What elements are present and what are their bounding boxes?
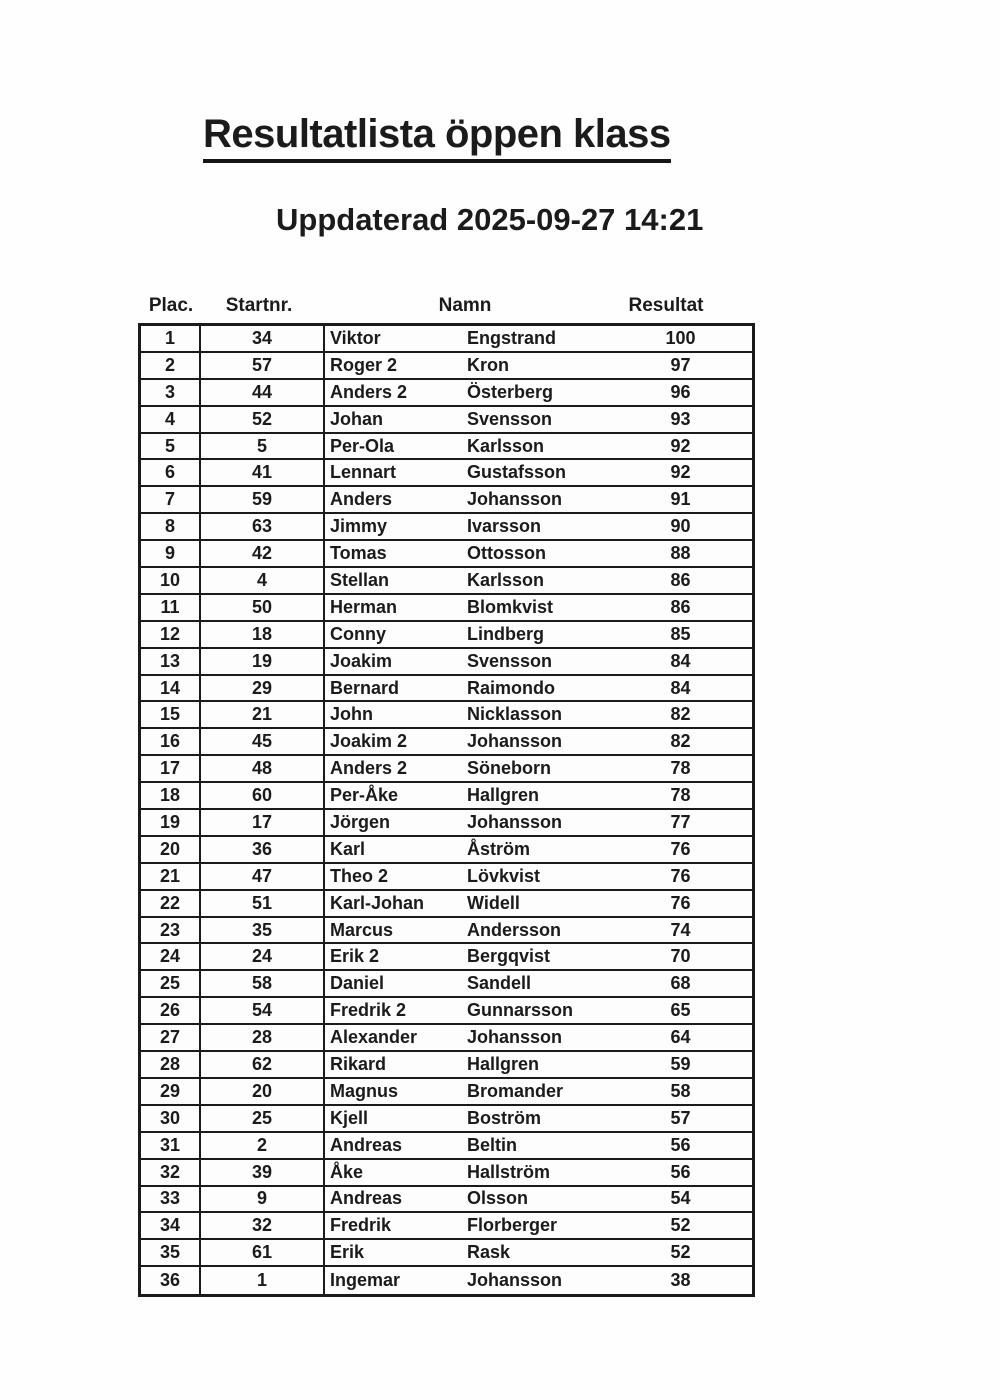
cell-resultat: 88 bbox=[670, 543, 691, 564]
cell-startnr: 51 bbox=[201, 891, 325, 916]
cell-resultat: 96 bbox=[670, 381, 691, 402]
cell-resultat: 82 bbox=[670, 731, 691, 752]
cell-resultat: 58 bbox=[670, 1080, 691, 1101]
table-row bbox=[141, 971, 752, 998]
cell-startnr: 5 bbox=[201, 434, 325, 459]
cell-firstname: Alexander bbox=[330, 1027, 418, 1048]
cell-firstname: Kjell bbox=[330, 1107, 369, 1128]
table-row bbox=[141, 487, 752, 514]
cell-lastname: Bergqvist bbox=[467, 946, 551, 967]
cell-firstname: Andreas bbox=[330, 1188, 403, 1209]
cell-lastname: Johansson bbox=[467, 1027, 563, 1048]
updated-timestamp: Uppdaterad 2025-09-27 14:21 bbox=[276, 202, 704, 237]
table-row bbox=[141, 514, 752, 541]
cell-startnr: 39 bbox=[201, 1160, 325, 1185]
cell-plac: 10 bbox=[141, 568, 201, 593]
cell-firstname: Bernard bbox=[330, 677, 400, 698]
cell-lastname: Nicklasson bbox=[467, 704, 563, 725]
cell-startnr: 36 bbox=[201, 837, 325, 862]
table-row bbox=[141, 1160, 752, 1187]
cell-resultat: 76 bbox=[670, 892, 691, 913]
page-title bbox=[203, 112, 671, 163]
cell-lastname: Lövkvist bbox=[467, 865, 541, 886]
cell-firstname: Magnus bbox=[330, 1080, 399, 1101]
cell-firstname: Theo 2 bbox=[330, 865, 389, 886]
table-row bbox=[141, 944, 752, 971]
column-header-plac: Plac. bbox=[148, 295, 194, 316]
cell-startnr: 62 bbox=[201, 1052, 325, 1077]
table-row bbox=[141, 407, 752, 434]
cell-lastname: Blomkvist bbox=[467, 596, 554, 617]
cell-resultat: 82 bbox=[670, 704, 691, 725]
column-header-resultat: Resultat bbox=[628, 295, 704, 316]
cell-startnr: 19 bbox=[201, 649, 325, 674]
cell-resultat: 86 bbox=[670, 569, 691, 590]
cell-startnr: 42 bbox=[201, 541, 325, 566]
cell-firstname: Joakim 2 bbox=[330, 731, 408, 752]
cell-plac: 24 bbox=[141, 944, 201, 969]
cell-lastname: Johansson bbox=[467, 489, 563, 510]
cell-firstname: Andreas bbox=[330, 1134, 403, 1155]
table-row bbox=[141, 1079, 752, 1106]
cell-firstname: Anders bbox=[330, 489, 393, 510]
cell-startnr: 20 bbox=[201, 1079, 325, 1104]
cell-resultat: 70 bbox=[670, 946, 691, 967]
cell-firstname: Viktor bbox=[330, 327, 381, 348]
cell-resultat: 92 bbox=[670, 435, 691, 456]
cell-firstname: Karl-Johan bbox=[330, 892, 425, 913]
cell-plac: 34 bbox=[141, 1213, 201, 1238]
cell-resultat: 77 bbox=[670, 811, 691, 832]
cell-startnr: 35 bbox=[201, 918, 325, 943]
table-row bbox=[141, 1187, 752, 1214]
cell-lastname: Andersson bbox=[467, 919, 562, 940]
cell-plac: 18 bbox=[141, 783, 201, 808]
cell-startnr: 47 bbox=[201, 864, 325, 889]
cell-lastname: Gustafsson bbox=[467, 462, 567, 483]
cell-plac: 8 bbox=[141, 514, 201, 539]
cell-plac: 11 bbox=[141, 595, 201, 620]
cell-lastname: Hallgren bbox=[467, 785, 540, 806]
cell-lastname: Raimondo bbox=[467, 677, 555, 698]
cell-firstname: Roger 2 bbox=[330, 354, 398, 375]
cell-firstname: Erik bbox=[330, 1242, 365, 1263]
cell-firstname: Fredrik bbox=[330, 1215, 392, 1236]
cell-lastname: Boström bbox=[467, 1107, 542, 1128]
table-row bbox=[141, 702, 752, 729]
table-row bbox=[141, 1133, 752, 1160]
cell-firstname: Jörgen bbox=[330, 811, 391, 832]
cell-resultat: 91 bbox=[670, 489, 691, 510]
table-row bbox=[141, 756, 752, 783]
cell-firstname: Marcus bbox=[330, 919, 394, 940]
cell-startnr: 58 bbox=[201, 971, 325, 996]
cell-plac: 26 bbox=[141, 998, 201, 1023]
cell-plac: 23 bbox=[141, 918, 201, 943]
table-row bbox=[141, 460, 752, 487]
table-row bbox=[141, 649, 752, 676]
cell-startnr: 24 bbox=[201, 944, 325, 969]
cell-plac: 21 bbox=[141, 864, 201, 889]
cell-plac: 27 bbox=[141, 1025, 201, 1050]
table-row bbox=[141, 729, 752, 756]
cell-lastname: Olsson bbox=[467, 1188, 529, 1209]
cell-lastname: Beltin bbox=[467, 1134, 518, 1155]
cell-firstname: Lennart bbox=[330, 462, 397, 483]
cell-plac: 2 bbox=[141, 353, 201, 378]
cell-firstname: Åke bbox=[330, 1161, 364, 1182]
cell-startnr: 44 bbox=[201, 380, 325, 405]
cell-startnr: 61 bbox=[201, 1240, 325, 1265]
table-row bbox=[141, 380, 752, 407]
cell-firstname: Conny bbox=[330, 623, 386, 644]
table-row bbox=[141, 353, 752, 380]
cell-lastname: Kron bbox=[467, 354, 509, 375]
cell-lastname: Florberger bbox=[467, 1215, 558, 1236]
cell-plac: 35 bbox=[141, 1240, 201, 1265]
cell-lastname: Karlsson bbox=[467, 569, 545, 590]
cell-firstname: Tomas bbox=[330, 543, 387, 564]
cell-firstname: Joakim bbox=[330, 650, 393, 671]
cell-plac: 25 bbox=[141, 971, 201, 996]
cell-lastname: Rask bbox=[467, 1242, 511, 1263]
cell-lastname: Engstrand bbox=[467, 327, 557, 348]
cell-lastname: Ottosson bbox=[467, 543, 546, 564]
table-row bbox=[141, 864, 752, 891]
table-row bbox=[141, 1106, 752, 1133]
cell-plac: 12 bbox=[141, 622, 201, 647]
cell-resultat: 38 bbox=[670, 1270, 691, 1291]
cell-plac: 36 bbox=[141, 1267, 201, 1294]
cell-firstname: John bbox=[330, 704, 373, 725]
cell-resultat: 93 bbox=[670, 408, 691, 429]
cell-lastname: Ivarsson bbox=[467, 516, 542, 537]
cell-startnr: 29 bbox=[201, 676, 325, 701]
cell-lastname: Lindberg bbox=[467, 623, 544, 644]
cell-plac: 3 bbox=[141, 380, 201, 405]
table-row bbox=[141, 595, 752, 622]
cell-lastname: Österberg bbox=[467, 381, 554, 402]
cell-plac: 7 bbox=[141, 487, 201, 512]
cell-startnr: 48 bbox=[201, 756, 325, 781]
table-row bbox=[141, 837, 752, 864]
table-row bbox=[141, 1052, 752, 1079]
cell-firstname: Per-Ola bbox=[330, 435, 395, 456]
cell-resultat: 86 bbox=[670, 596, 691, 617]
cell-startnr: 34 bbox=[201, 326, 325, 351]
cell-resultat: 76 bbox=[670, 865, 691, 886]
cell-plac: 1 bbox=[141, 326, 201, 351]
table-row bbox=[141, 541, 752, 568]
page-title-text: Resultatlista öppen klass bbox=[203, 112, 671, 163]
cell-plac: 32 bbox=[141, 1160, 201, 1185]
cell-plac: 22 bbox=[141, 891, 201, 916]
cell-plac: 20 bbox=[141, 837, 201, 862]
cell-lastname: Svensson bbox=[467, 408, 553, 429]
cell-startnr: 32 bbox=[201, 1213, 325, 1238]
cell-startnr: 1 bbox=[201, 1267, 325, 1294]
cell-startnr: 57 bbox=[201, 353, 325, 378]
table-row bbox=[141, 326, 752, 353]
cell-plac: 30 bbox=[141, 1106, 201, 1131]
table-row bbox=[141, 1213, 752, 1240]
cell-firstname: Jimmy bbox=[330, 516, 388, 537]
cell-resultat: 84 bbox=[670, 677, 691, 698]
cell-lastname: Bromander bbox=[467, 1080, 564, 1101]
cell-resultat: 78 bbox=[670, 785, 691, 806]
cell-resultat: 56 bbox=[670, 1134, 691, 1155]
cell-lastname: Johansson bbox=[467, 731, 563, 752]
cell-startnr: 9 bbox=[201, 1187, 325, 1212]
column-header-startnr: Startnr. bbox=[225, 295, 293, 316]
cell-startnr: 18 bbox=[201, 622, 325, 647]
cell-resultat: 92 bbox=[670, 462, 691, 483]
cell-firstname: Anders 2 bbox=[330, 381, 408, 402]
cell-plac: 6 bbox=[141, 460, 201, 485]
cell-plac: 9 bbox=[141, 541, 201, 566]
cell-resultat: 85 bbox=[670, 623, 691, 644]
cell-startnr: 41 bbox=[201, 460, 325, 485]
table-row bbox=[141, 783, 752, 810]
cell-startnr: 21 bbox=[201, 702, 325, 727]
cell-startnr: 50 bbox=[201, 595, 325, 620]
cell-plac: 4 bbox=[141, 407, 201, 432]
cell-startnr: 17 bbox=[201, 810, 325, 835]
cell-resultat: 65 bbox=[670, 1000, 691, 1021]
cell-plac: 28 bbox=[141, 1052, 201, 1077]
cell-plac: 5 bbox=[141, 434, 201, 459]
cell-resultat: 59 bbox=[670, 1053, 691, 1074]
cell-plac: 31 bbox=[141, 1133, 201, 1158]
cell-plac: 17 bbox=[141, 756, 201, 781]
cell-lastname: Söneborn bbox=[467, 758, 551, 779]
cell-plac: 19 bbox=[141, 810, 201, 835]
table-row bbox=[141, 998, 752, 1025]
cell-lastname: Karlsson bbox=[467, 435, 545, 456]
cell-firstname: Herman bbox=[330, 596, 398, 617]
cell-startnr: 52 bbox=[201, 407, 325, 432]
table-row bbox=[141, 918, 752, 945]
cell-resultat: 76 bbox=[670, 838, 691, 859]
table-row bbox=[141, 434, 752, 461]
cell-firstname: Daniel bbox=[330, 973, 385, 994]
cell-firstname: Per-Åke bbox=[330, 785, 399, 806]
cell-plac: 15 bbox=[141, 702, 201, 727]
cell-startnr: 2 bbox=[201, 1133, 325, 1158]
cell-lastname: Widell bbox=[467, 892, 520, 913]
cell-resultat: 90 bbox=[670, 516, 691, 537]
cell-lastname: Hallgren bbox=[467, 1053, 540, 1074]
table-row bbox=[141, 568, 752, 595]
cell-firstname: Erik 2 bbox=[330, 946, 380, 967]
cell-resultat: 64 bbox=[670, 1027, 691, 1048]
cell-startnr: 54 bbox=[201, 998, 325, 1023]
cell-plac: 14 bbox=[141, 676, 201, 701]
cell-firstname: Johan bbox=[330, 408, 384, 429]
results-table bbox=[138, 323, 755, 1297]
table-row bbox=[141, 622, 752, 649]
table-row bbox=[141, 1267, 752, 1294]
cell-resultat: 52 bbox=[670, 1215, 691, 1236]
cell-resultat: 52 bbox=[670, 1242, 691, 1263]
cell-resultat: 78 bbox=[670, 758, 691, 779]
cell-resultat: 97 bbox=[670, 354, 691, 375]
cell-plac: 13 bbox=[141, 649, 201, 674]
table-row bbox=[141, 1240, 752, 1267]
cell-lastname: Åström bbox=[467, 838, 531, 859]
cell-lastname: Sandell bbox=[467, 973, 532, 994]
cell-plac: 33 bbox=[141, 1187, 201, 1212]
cell-plac: 16 bbox=[141, 729, 201, 754]
cell-lastname: Svensson bbox=[467, 650, 553, 671]
cell-resultat: 84 bbox=[670, 650, 691, 671]
cell-lastname: Hallström bbox=[467, 1161, 551, 1182]
cell-startnr: 60 bbox=[201, 783, 325, 808]
cell-startnr: 28 bbox=[201, 1025, 325, 1050]
table-row bbox=[141, 891, 752, 918]
cell-lastname: Johansson bbox=[467, 811, 563, 832]
cell-firstname: Rikard bbox=[330, 1053, 387, 1074]
cell-firstname: Karl bbox=[330, 838, 366, 859]
cell-plac: 29 bbox=[141, 1079, 201, 1104]
cell-resultat: 57 bbox=[670, 1107, 691, 1128]
cell-startnr: 63 bbox=[201, 514, 325, 539]
cell-resultat: 100 bbox=[665, 327, 696, 348]
cell-resultat: 74 bbox=[670, 919, 691, 940]
cell-startnr: 4 bbox=[201, 568, 325, 593]
table-row bbox=[141, 676, 752, 703]
cell-firstname: Anders 2 bbox=[330, 758, 408, 779]
table-row bbox=[141, 810, 752, 837]
table-row bbox=[141, 1025, 752, 1052]
column-header-namn: Namn bbox=[438, 295, 492, 316]
cell-resultat: 54 bbox=[670, 1188, 691, 1209]
cell-startnr: 25 bbox=[201, 1106, 325, 1131]
cell-resultat: 68 bbox=[670, 973, 691, 994]
cell-lastname: Gunnarsson bbox=[467, 1000, 574, 1021]
cell-startnr: 59 bbox=[201, 487, 325, 512]
cell-resultat: 56 bbox=[670, 1161, 691, 1182]
cell-lastname: Johansson bbox=[467, 1270, 563, 1291]
cell-startnr: 45 bbox=[201, 729, 325, 754]
cell-firstname: Stellan bbox=[330, 569, 390, 590]
cell-firstname: Ingemar bbox=[330, 1270, 401, 1291]
cell-firstname: Fredrik 2 bbox=[330, 1000, 407, 1021]
